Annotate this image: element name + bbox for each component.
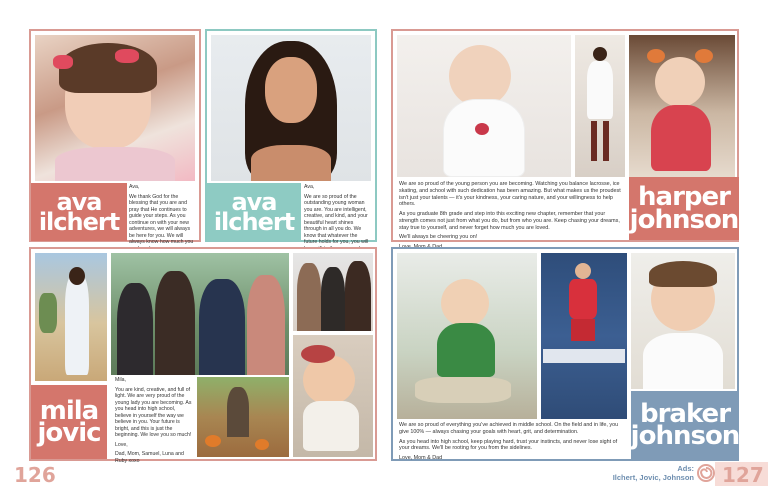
harper-photo-baby [397,35,571,177]
ads-footer-label [560,464,694,482]
harper-photo-dress [575,35,625,177]
braker-message: We are so proud of everything you've achieved in middle school. On the field and in life, you give 100% — always chasing your goals with heart, grit, and determination. As you head into high school, keep playing hard, trust your instincts, and never lose sight of your dreams. We'll be rooting for you from the sidelines. Love, Mom & Dad [399,422,619,461]
ava-teen-photo [211,35,371,181]
braker-ad [391,247,739,461]
page-number-left: 126 [14,463,56,487]
ava-baby-name-first: ava [56,187,102,216]
mila-photo-group [293,253,373,331]
ava-baby-ad [29,29,201,245]
mila-name-block [31,385,107,459]
page-number-right: 127 [722,463,764,487]
ava-baby-name-block [31,183,127,241]
harper-name-first: harper [638,182,730,213]
mila-ad [29,247,377,464]
braker-photo-smile [631,253,735,389]
ava-teen-message: Ava, We are so proud of the outstanding young woman you are. You are intelligent, creative, and kind, and your beautiful heart shines through in all you do. We know that whatever the future holds for you, you will [304,184,369,245]
ava-teen-name-first: ava [231,187,277,216]
braker-name-block [631,391,739,459]
mila-name-last: jovic [37,418,101,448]
ava-teen-ad [205,29,377,245]
harper-name-block [629,177,739,240]
mila-photo-baby [293,335,373,457]
harper-message: We are so proud of the young person you are becoming. Watching you balance lacrosse, ice skating, and school with such dedication has been amazing. But what makes us the proudest isn't just your talents — it's your kindness, your caring nature, and your willingness to help others. As you graduate 8th grade and step into this exciting new chapter, remember that your strength comes not just from what you do, but from who you are. Keep chasing your dreams, stay true to yourself, and never forget how much you are loved. We'll always be cheering you on! [399,181,621,241]
ava-teen-name-last: ilchert [213,208,295,236]
ava-baby-photo [35,35,195,181]
ava-baby-message: Ava, We thank God for the blessing that you are and pray that He continues to guide your steps. As you continue on with your new adventures, we will always be here for you. We will always know how much you [129,184,194,245]
harper-photo-toddler [629,35,735,177]
ads-names: Ilchert, Jovic, Johnson [612,473,694,482]
mila-photo-family [111,253,289,375]
braker-name-first: braker [639,398,731,429]
ava-baby-name-last: ilchert [38,208,120,236]
harper-name-last: johnson [629,204,739,235]
ads-label: Ads: [677,464,694,473]
braker-name-last: johnson [630,421,740,451]
braker-photo-baby [397,253,537,419]
mila-photo-pumpkins [197,377,289,457]
ava-teen-name-block [207,183,301,241]
harper-ad [391,29,739,242]
braker-photo-soccer [541,253,627,419]
swirl-icon [697,464,715,482]
mila-name-first: mila [39,395,99,426]
mila-photo-desert [35,253,107,381]
mila-message: Mila, You are kind, creative, and full of light. We are very proud of the young lady you are becoming. As you head into high school, believe in yourself the way we believe in you. Your future is bright, and this is just the beginning. We love you so much! Love, Dad, Mom, Samuel, Luna and Ruby xoxo [115,377,192,464]
